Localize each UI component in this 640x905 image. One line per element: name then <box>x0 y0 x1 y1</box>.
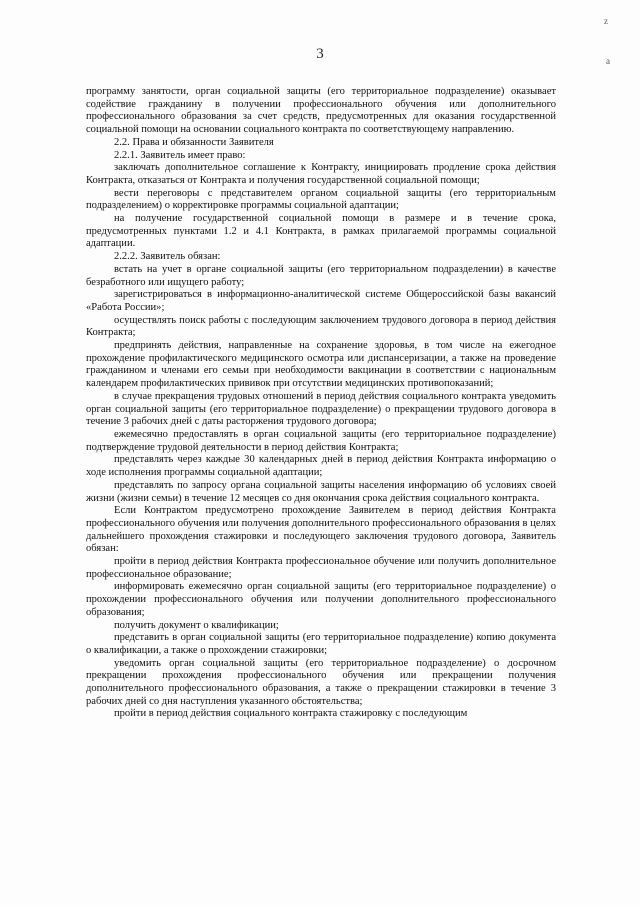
list-item: заключать дополнительное соглашение к Контракту, инициировать продление срока действия Контракта, отказаться от Контракта и получения государственной социальной помощи; <box>86 162 556 186</box>
list-item: пройти в период действия социального контракта стажировку с последующим <box>114 708 468 720</box>
page-number: 3 <box>316 46 324 62</box>
list-item: представлять через каждые 30 календарных дней в период действия Контракта информацию о ходе исполнения программы социальной адаптации; <box>86 454 556 479</box>
subsection-heading: 2.2.2. Заявитель обязан: <box>114 251 221 263</box>
list-item: осуществлять поиск работы с последующим заключением трудового договора в период действия Контракта; <box>86 314 556 339</box>
subsection-heading: 2.2.1. Заявитель имеет право: <box>114 149 246 161</box>
scan-mark: z <box>604 16 608 26</box>
scan-mark: a <box>606 56 610 66</box>
list-item: представлять по запросу органа социальной защиты населения информацию об условиях своей жизни (жизни семьи) в течение 12 месяцев со дня окончания срока действия социального контракта. <box>86 479 556 504</box>
list-item: уведомить орган социальной защиты (его территориальное подразделение) о досрочном прекращении прохождения профессионального обучения или прекращении получения дополнительного профессионального образования, а также о прекращении стажировки в течение 3 рабочих дней со дня наступления указанного обстоятельства; <box>86 657 556 707</box>
list-item: ежемесячно предоставлять в орган социальной защиты (его территориальное подразделение) подтверждение трудовой деятельности в период действия Контракта; <box>86 428 556 453</box>
paragraph: программу занятости, орган социальной защиты (его территориальное подразделение) оказывает содействие гражданину в получении профессионального обучения или дополнительного профессионального образования за счет средств, предусмотренных для оказания государственной социальной помощи на основании социального контракта по соответствующему направлению. <box>86 86 556 136</box>
document-body <box>86 86 556 721</box>
list-item: зарегистрироваться в информационно-аналитической системе Общероссийской базы вакансий «Работа России»; <box>86 289 556 313</box>
list-item: пройти в период действия Контракта профессиональное обучение или получить дополнительное профессиональное образование; <box>86 556 556 580</box>
list-item: встать на учет в органе социальной защиты (его территориальном подразделении) в качестве безработного или ищущего работу; <box>86 263 556 288</box>
list-item: вести переговоры с представителем органом социальной защиты (его территориальным подразделением) о корректировке программы социальной адаптации; <box>86 187 556 212</box>
list-item: получить документ о квалификации; <box>114 619 279 631</box>
paragraph: Если Контрактом предусмотрено прохождение Заявителем в период действия Контракта профессионального обучения или получения дополнительного профессионального образования в целях дальнейшего прохождения стажировки и последующего заключения трудового договора, Заявитель обязан: <box>86 505 556 555</box>
list-item: на получение государственной социальной помощи в размере и в течение срока, предусмотренных пунктами 1.2 и 4.1 Контракта, в рамках прилагаемой программы социальной адаптации. <box>86 213 556 250</box>
list-item: в случае прекращения трудовых отношений в период действия социального контракта уведомить орган социальной защиты (его территориальное подразделение) о прекращении трудового договора в течение 3 рабочих дней с даты расторжения трудового договора; <box>86 390 556 428</box>
list-item: предпринять действия, направленные на сохранение здоровья, в том числе на ежегодное прохождение профилактического медицинского осмотра или диспансеризации, а также на проведение гражданином и членами его семьи при необходимости вакцинации в соответствии с национальным календарем профилактических прививок при отсутствии медицинских противопоказаний; <box>86 340 556 390</box>
list-item: представить в орган социальной защиты (его территориальное подразделение) копию документа о квалификации, а также о прохождении стажировки; <box>86 632 556 656</box>
section-heading: 2.2. Права и обязанности Заявителя <box>114 136 274 148</box>
list-item: информировать ежемесячно орган социальной защиты (его территориальное подразделение) о прохождении профессионального обучения или получении дополнительного профессионального образования; <box>86 581 556 618</box>
